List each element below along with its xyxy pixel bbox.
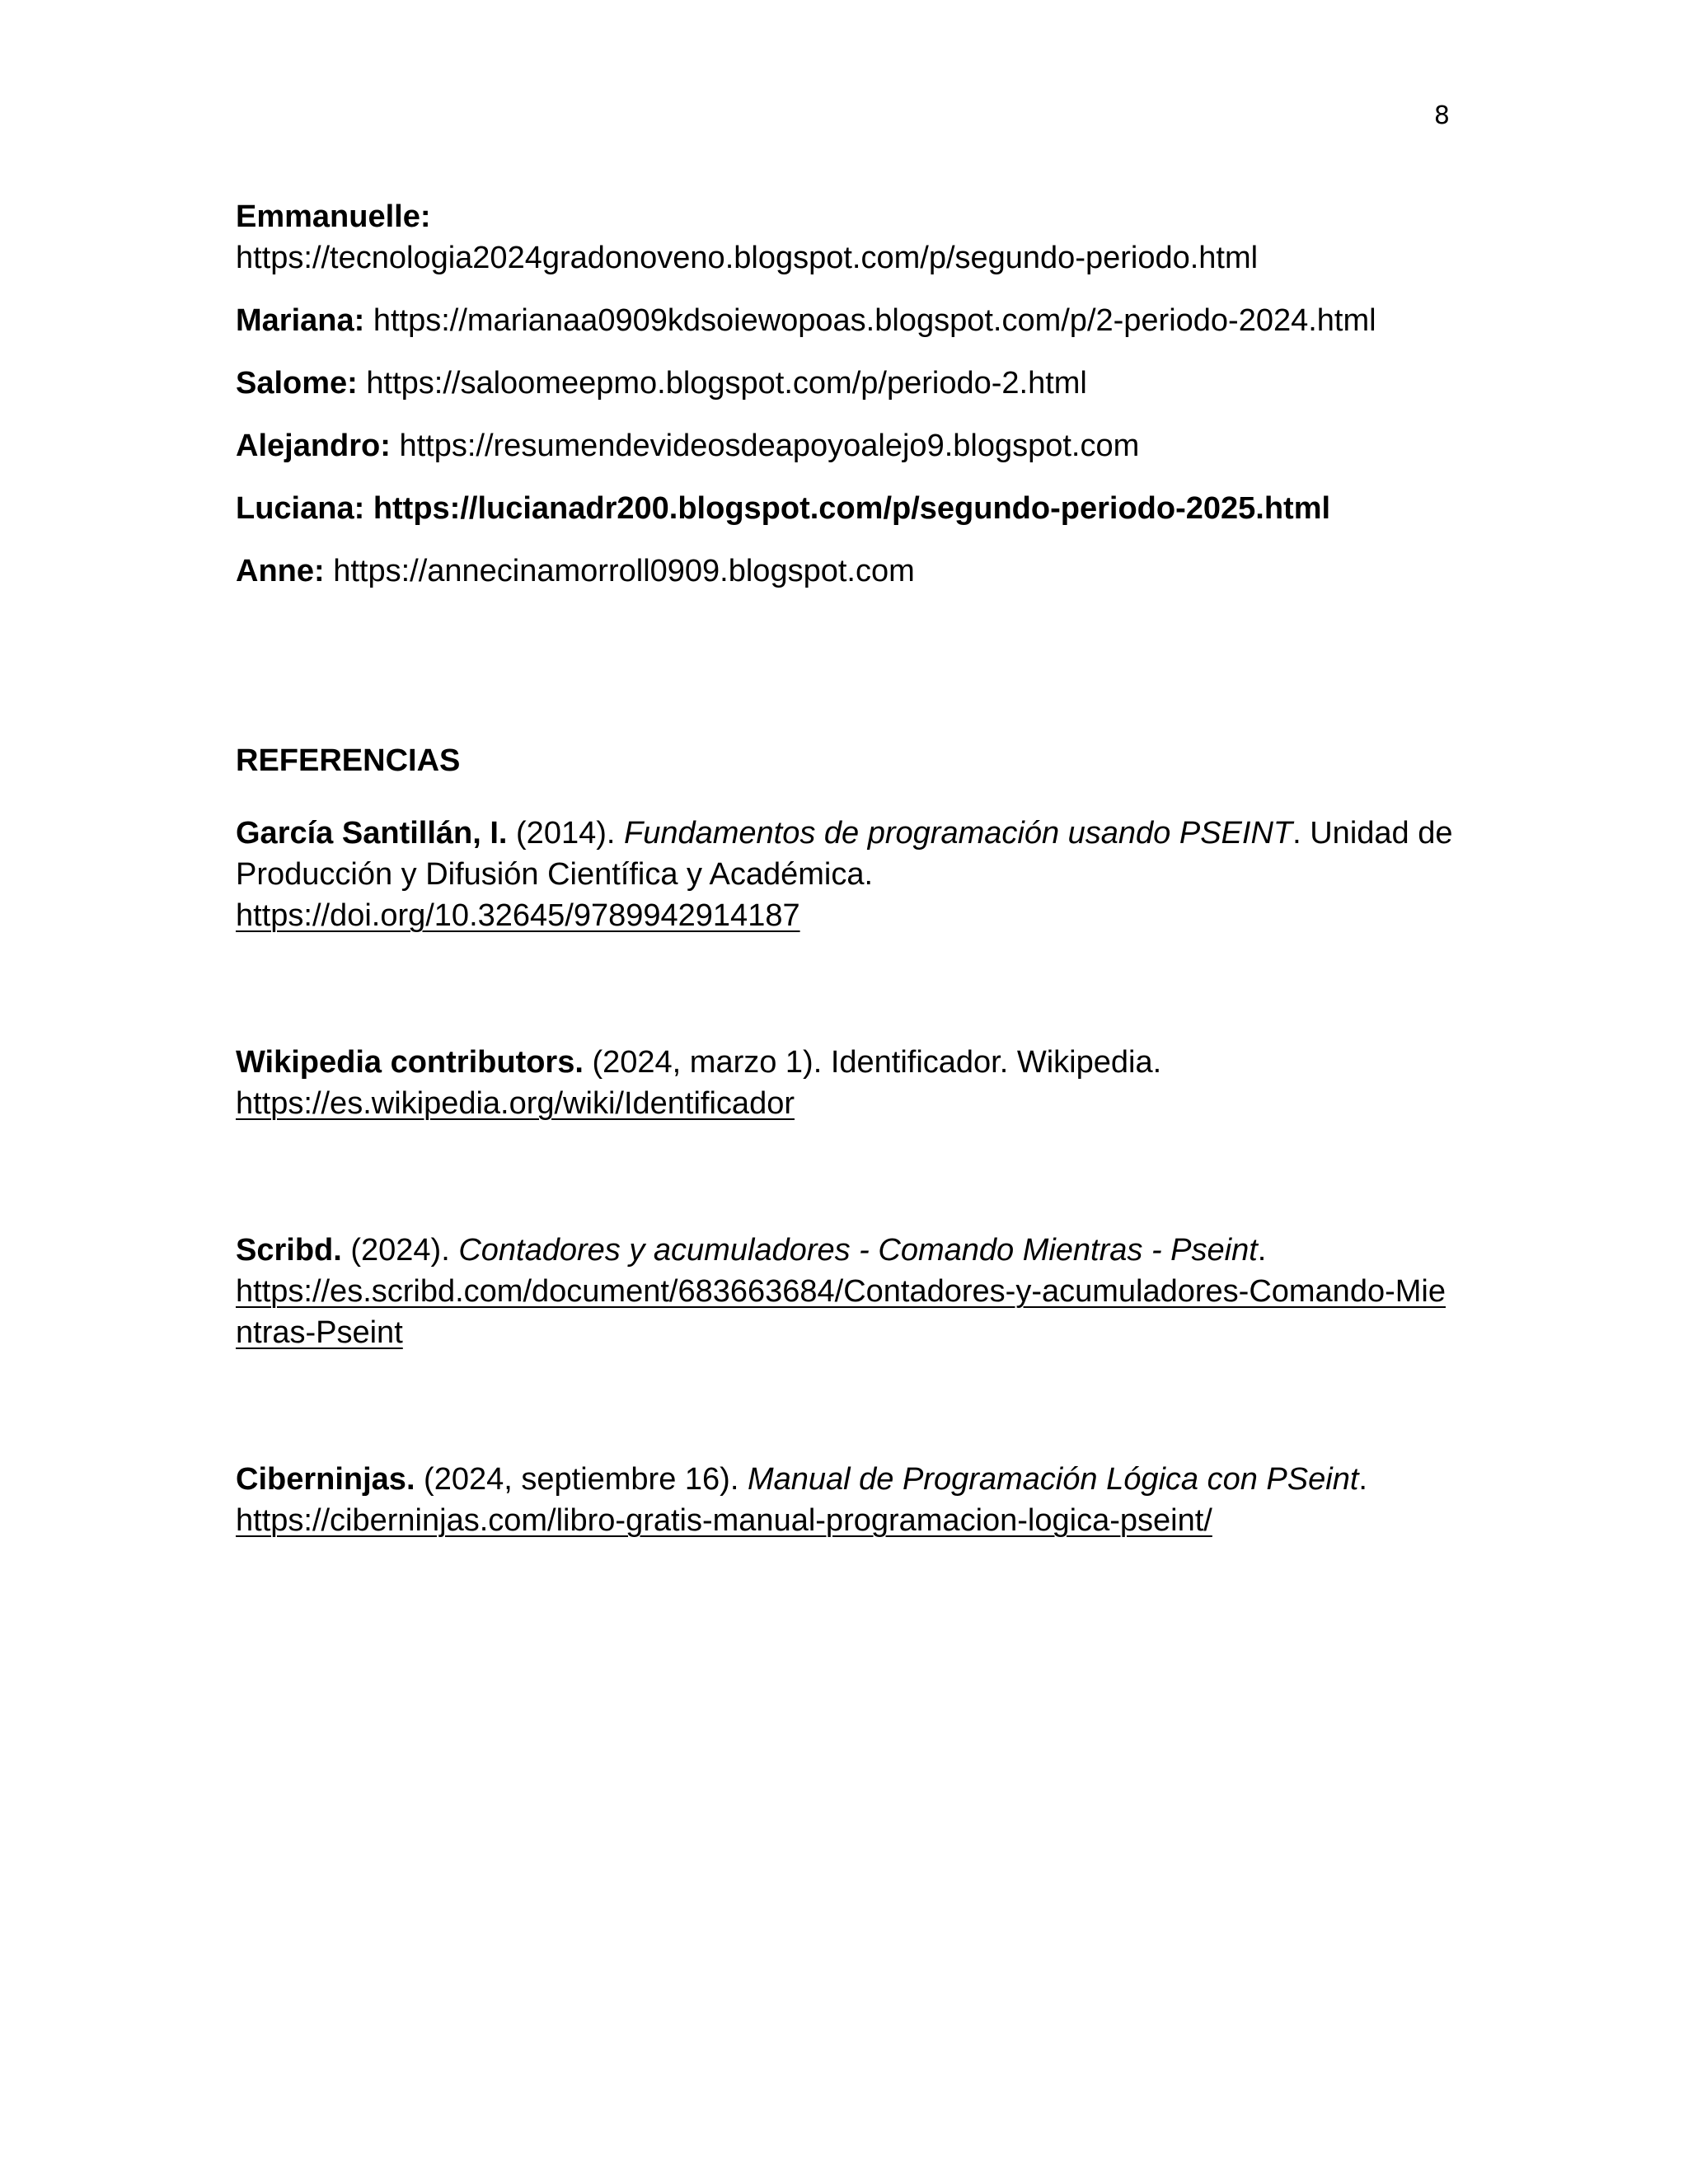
reference-text: (2024, septiembre 16). bbox=[415, 1462, 748, 1497]
blog-entry-mariana bbox=[236, 300, 1456, 341]
reference-item bbox=[236, 1230, 1456, 1353]
reference-item bbox=[236, 813, 1456, 936]
reference-link[interactable]: https://doi.org/10.32645/9789942914187 bbox=[236, 898, 800, 933]
student-name: Mariana: bbox=[236, 303, 365, 338]
reference-title: Manual de Programación Lógica con PSeint bbox=[747, 1462, 1359, 1497]
student-name: Emmanuelle: bbox=[236, 199, 431, 234]
blog-url[interactable]: https://annecinamorroll0909.blogspot.com bbox=[333, 554, 915, 588]
blog-url[interactable]: https://lucianadr200.blogspot.com/p/segundo-periodo-2025.html bbox=[373, 491, 1331, 526]
student-name: Anne: bbox=[236, 554, 325, 588]
student-name: Luciana: bbox=[236, 491, 365, 526]
student-name: Salome: bbox=[236, 366, 358, 401]
reference-item bbox=[236, 1042, 1456, 1124]
blog-url[interactable]: https://saloomeepmo.blogspot.com/p/periodo-2.html bbox=[366, 366, 1087, 401]
reference-author: Ciberninjas. bbox=[236, 1462, 415, 1497]
reference-text: (2014). bbox=[507, 816, 624, 851]
reference-title: Fundamentos de programación usando PSEINT bbox=[624, 816, 1293, 851]
student-name: Alejandro: bbox=[236, 429, 391, 463]
reference-text: . Unidad de Producción y Difusión Científica y Académica. bbox=[236, 816, 1453, 892]
reference-text: . bbox=[1358, 1462, 1367, 1497]
blog-url[interactable]: https://marianaa0909kdsoiewopoas.blogspot.com/p/2-periodo-2024.html bbox=[373, 303, 1376, 338]
document-body bbox=[236, 196, 1456, 1541]
reference-text: (2024, marzo 1). Identificador. Wikipedia. bbox=[583, 1045, 1162, 1080]
reference-author: García Santillán, I. bbox=[236, 816, 508, 851]
page-number: 8 bbox=[1433, 101, 1450, 130]
reference-text: . bbox=[1257, 1233, 1267, 1268]
reference-author: Wikipedia contributors. bbox=[236, 1045, 584, 1080]
blog-entry-anne bbox=[236, 551, 1456, 592]
reference-link[interactable]: https://es.scribd.com/document/683663684/Contadores-y-acumuladores-Comando-Mientras-Pseint bbox=[236, 1274, 1446, 1350]
reference-author: Scribd. bbox=[236, 1233, 342, 1268]
blog-url[interactable]: https://tecnologia2024gradonoveno.blogspot.com/p/segundo-periodo.html bbox=[236, 241, 1259, 275]
blog-list bbox=[236, 196, 1456, 592]
blog-entry-emmanuelle bbox=[236, 196, 1456, 279]
reference-text: (2024). bbox=[341, 1233, 459, 1268]
blog-entry-alejandro bbox=[236, 425, 1456, 466]
reference-title: Contadores y acumuladores - Comando Mientras - Pseint bbox=[458, 1233, 1258, 1268]
reference-link[interactable]: https://es.wikipedia.org/wiki/Identificador bbox=[236, 1086, 795, 1121]
reference-item bbox=[236, 1459, 1456, 1541]
reference-link[interactable]: https://ciberninjas.com/libro-gratis-manual-programacion-logica-pseint/ bbox=[236, 1503, 1212, 1538]
blog-entry-luciana bbox=[236, 488, 1456, 529]
blog-entry-salome bbox=[236, 363, 1456, 404]
blog-url[interactable]: https://resumendevideosdeapoyoalejo9.blogspot.com bbox=[399, 429, 1140, 463]
references-heading: REFERENCIAS bbox=[236, 743, 461, 778]
